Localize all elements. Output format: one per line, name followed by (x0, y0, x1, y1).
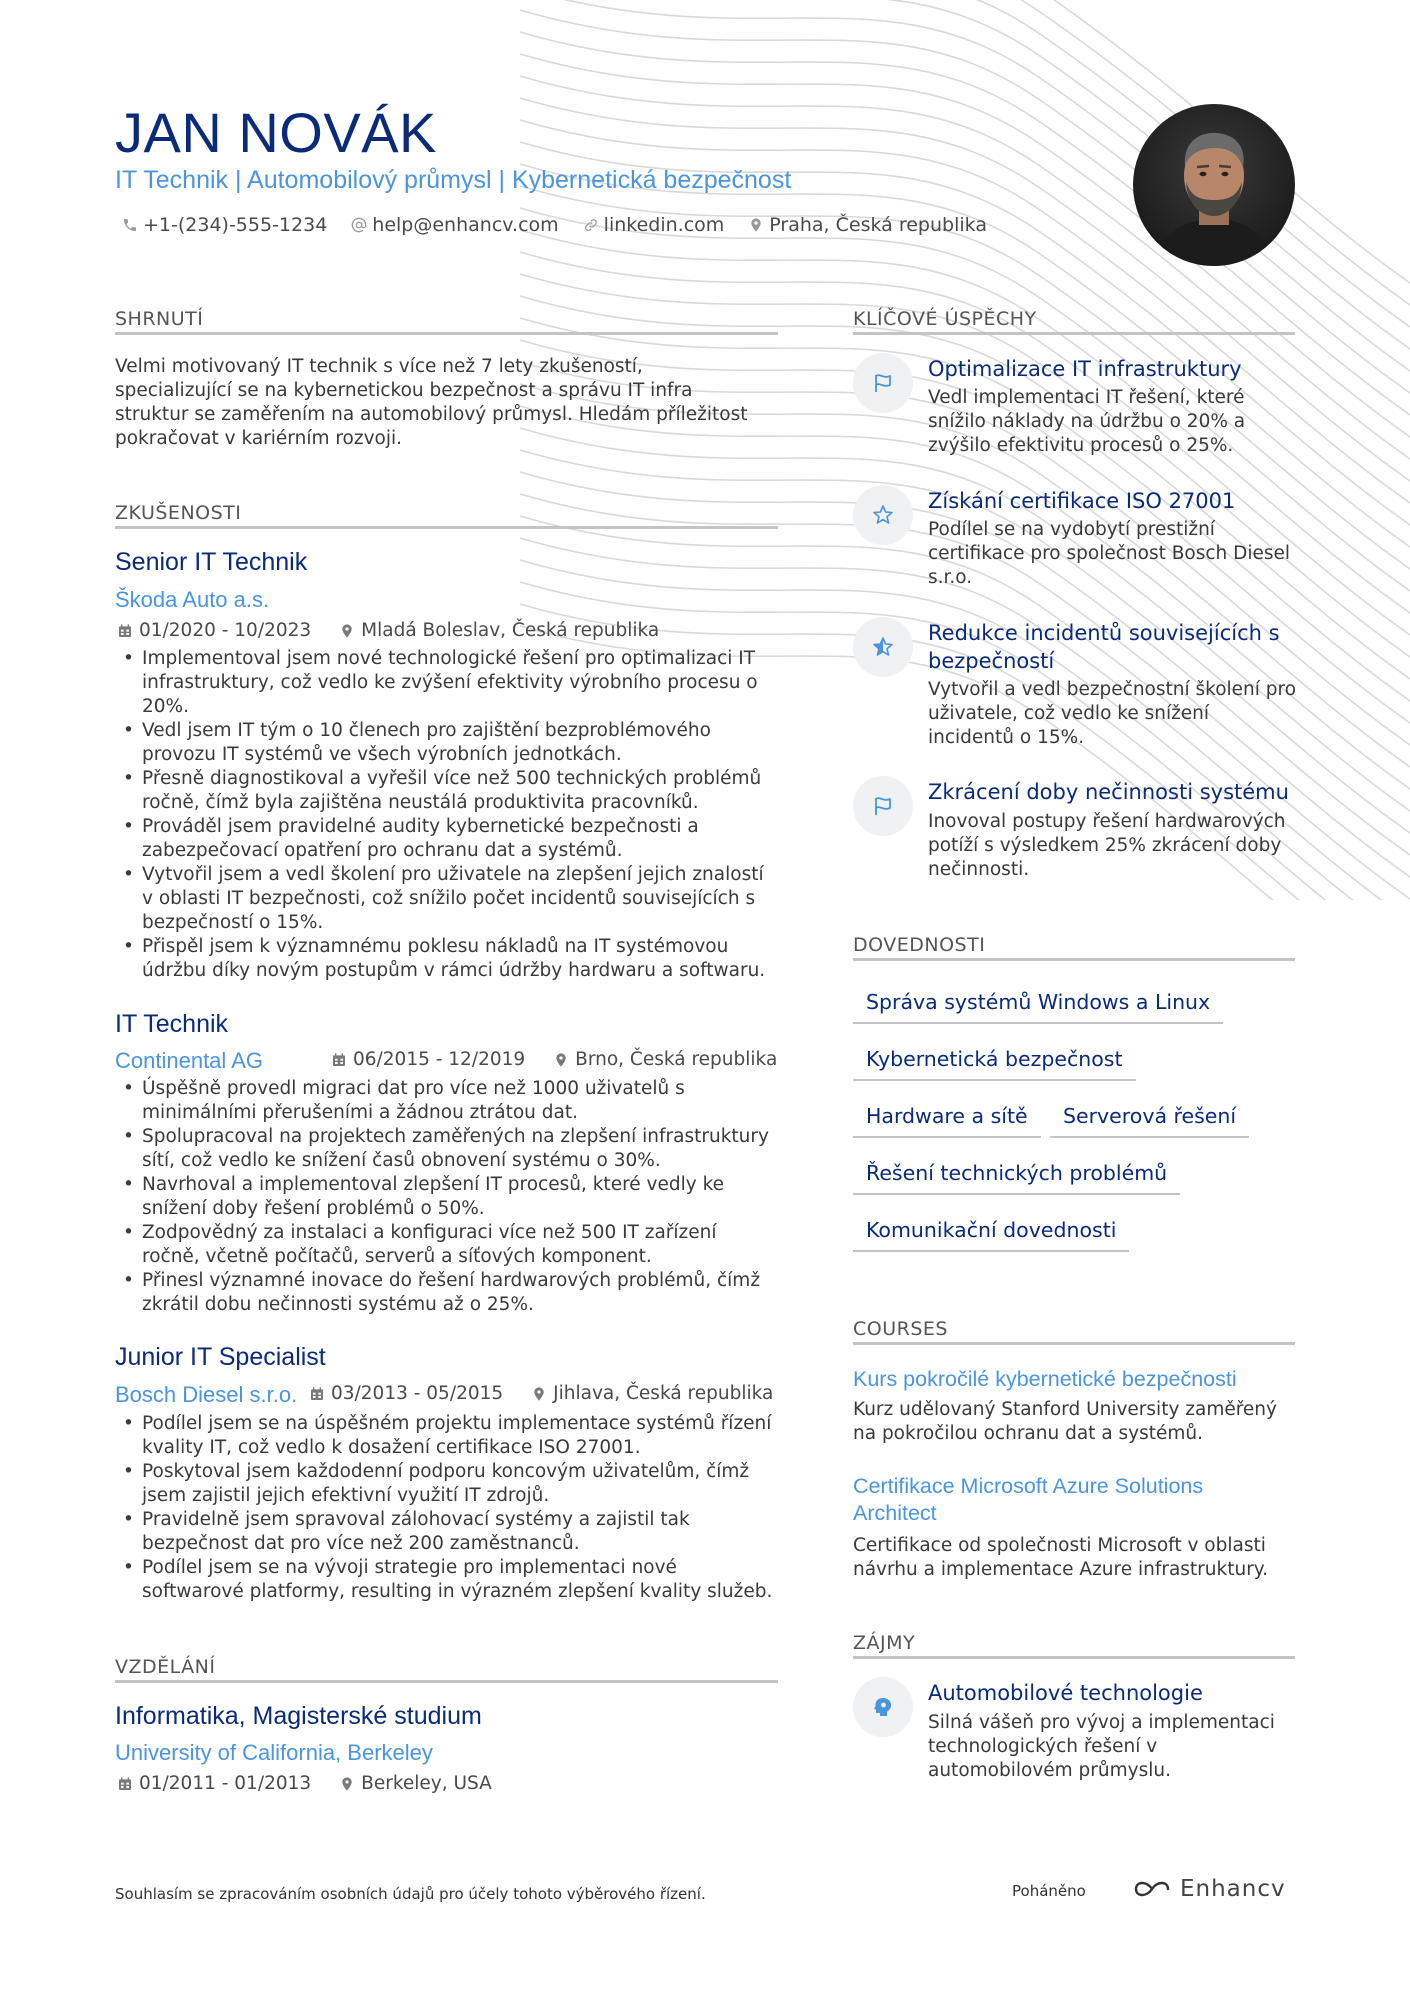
course-desc: Certifikace od společnosti Microsoft v oblasti návrhu a implementace Azure infrastruktury. (853, 1535, 1269, 1580)
footer-consent: Souhlasím se zpracováním osobních údajů pro účely tohoto výběrového řízení. (115, 1885, 706, 1903)
achievement-title: Zkrácení doby nečinnosti systému (928, 780, 1289, 804)
contact-phone-text: +1-(234)-555-1234 (143, 214, 328, 236)
job-bullet: • Prováděl jsem pravidelné audity kybernetické bezpečnosti a zabezpečovací opatření pro ochranu dat a systémů. (115, 815, 775, 863)
achievement-title: Získání certifikace ISO 27001 (928, 489, 1236, 513)
experience-divider (115, 526, 778, 529)
courses-section-title: COURSES (853, 1318, 948, 1340)
location-pin-icon (553, 1052, 569, 1068)
job-bullet: • Navrhoval a implementoval zlepšení IT procesů, které vedly ke snížení doby řešení problémů o 50%. (115, 1173, 775, 1221)
job-bullets (115, 1077, 775, 1317)
job-bullet: • Přispěl jsem k významnému poklesu nákladů na IT systémovou údržbu díky novým postupům v rámci údržby hardwaru a softwaru. (115, 935, 775, 983)
job-meta (331, 1049, 777, 1070)
course-desc: Kurz udělovaný Stanford University zaměřený na pokročilou ochranu dat a systémů. (853, 1399, 1277, 1444)
summary-text: Velmi motivovaný IT technik s více než 7 lety zkušeností, specializující se na kybernetickou bezpečnost a správu IT infra struktur se zaměřením na automobilový průmysl. Hledám příležitost pokračovat v kariérním rozvoji. (115, 356, 748, 449)
job-bullet: • Podílel jsem se na úspěšném projektu implementace systémů řízení kvality IT, což vedlo k dosažení certifikace ISO 27001. (115, 1412, 775, 1460)
achievement-icon-wrap (853, 776, 913, 836)
achievements-divider (853, 332, 1295, 335)
job-location: Jihlava, Česká republika (553, 1383, 774, 1404)
achievement-title: Optimalizace IT infrastruktury (928, 357, 1242, 381)
job-bullet: • Pravidelně jsem spravoval zálohovací systémy a zajistil tak bezpečnost dat pro více než 200 zaměstnanců. (115, 1508, 775, 1556)
calendar-icon (331, 1052, 347, 1068)
education-school: University of California, Berkeley (115, 1740, 433, 1765)
achievement-desc: Inovoval postupy řešení hardwarových potíží s výsledkem 25% zkrácení doby nečinnosti. (928, 811, 1286, 880)
skill-tag: Hardware a sítě (853, 1104, 1041, 1138)
flag-icon (871, 371, 895, 395)
skill-tag: Správa systémů Windows a Linux (853, 990, 1223, 1024)
contact-bar (122, 214, 1011, 236)
education-dates: 01/2011 - 01/2013 (139, 1773, 312, 1794)
skill-tag: Komunikační dovednosti (853, 1218, 1129, 1252)
profile-photo (1133, 104, 1295, 266)
job-location: Mladá Boleslav, Česká republika (361, 620, 660, 641)
course-title: Certifikace Microsoft Azure Solutions Architect (853, 1474, 1204, 1525)
contact-location-text: Praha, Česká republika (769, 214, 987, 236)
job-title: IT Technik (115, 1010, 229, 1038)
achievement-desc: Podílel se na vydobytí prestižní certifikace pro společnost Bosch Diesel s.r.o. (928, 519, 1291, 588)
location-pin-icon (531, 1386, 547, 1402)
summary-section-title: SHRNUTÍ (115, 308, 204, 330)
contact-location (748, 214, 987, 236)
job-bullet: • Implementoval jsem nové technologické řešení pro optimalizaci IT infrastruktury, což vedlo ke zvýšení efektivity výrobního procesu o 20%. (115, 647, 775, 719)
courses-divider (853, 1342, 1295, 1345)
contact-email-text: help@enhancv.com (372, 214, 559, 236)
job-dates: 01/2020 - 10/2023 (139, 620, 312, 641)
job-dates: 06/2015 - 12/2019 (353, 1049, 526, 1070)
job-meta (117, 620, 659, 641)
achievement-desc: Vytvořil a vedl bezpečnostní školení pro uživatele, což vedlo ke snížení incidentů o 15%. (928, 679, 1297, 748)
skill-tag: Serverová řešení (1050, 1104, 1249, 1138)
calendar-icon (309, 1386, 325, 1402)
interest-icon-wrap (853, 1677, 913, 1737)
star-icon (871, 503, 895, 527)
link-icon (583, 217, 599, 233)
course-title: Kurs pokročilé kybernetické bezpečnosti (853, 1367, 1237, 1391)
calendar-icon (117, 623, 133, 639)
experience-section-title: ZKUŠENOSTI (115, 502, 242, 524)
flag-icon (871, 794, 895, 818)
job-bullets (115, 1412, 775, 1604)
achievements-section-title: KLÍČOVÉ ÚSPĚCHY (853, 308, 1037, 330)
interests-section-title: ZÁJMY (853, 1632, 916, 1654)
location-pin-icon (339, 1776, 355, 1792)
achievement-icon-wrap (853, 353, 913, 413)
job-meta (309, 1383, 773, 1404)
job-dates: 03/2013 - 05/2015 (331, 1383, 504, 1404)
contact-email[interactable] (351, 214, 558, 236)
contact-link-text: linkedin.com (603, 214, 725, 236)
education-location: Berkeley, USA (361, 1773, 492, 1794)
summary-divider (115, 332, 778, 335)
job-location: Brno, Česká republika (575, 1049, 778, 1070)
candidate-name: JAN NOVÁK (115, 101, 437, 164)
job-bullet: • Přesně diagnostikoval a vyřešil více než 500 technických problémů ročně, čímž byla zajištěna neustálá produktivita pracovníků. (115, 767, 775, 815)
job-company: Škoda Auto a.s. (115, 587, 270, 612)
interest-title: Automobilové technologie (928, 1681, 1203, 1705)
skill-tag: Řešení technických problémů (853, 1161, 1180, 1195)
education-divider (115, 1680, 778, 1683)
job-title: Senior IT Technik (115, 548, 308, 576)
achievement-title: Redukce incidentů souvisejících s bezpečností (928, 621, 1280, 673)
job-bullet: • Podílel jsem se na vývoji strategie pro implementaci nové softwarové platformy, resulting in výrazném zlepšení kvality služeb. (115, 1556, 775, 1604)
job-bullets (115, 647, 775, 983)
job-bullet: • Úspěšně provedl migraci dat pro více než 1000 uživatelů s minimálními přerušeními a žádnou ztrátou dat. (115, 1077, 775, 1125)
job-company: Continental AG (115, 1048, 263, 1073)
infinity-logo-icon (1132, 1878, 1172, 1900)
skills-divider (853, 958, 1295, 961)
interest-desc: Silná vášeň pro vývoj a implementaci technologických řešení v automobilovém průmyslu. (928, 1712, 1275, 1781)
education-meta (117, 1773, 492, 1794)
interests-divider (853, 1656, 1295, 1659)
phone-icon (122, 217, 138, 233)
skill-tag: Kybernetická bezpečnost (853, 1047, 1136, 1081)
skills-section-title: DOVEDNOSTI (853, 934, 986, 956)
education-degree: Informatika, Magisterské studium (115, 1702, 482, 1730)
job-bullet: • Spolupracoval na projektech zaměřených na zlepšení infrastruktury sítí, což vedlo ke snížení časů obnovení systému o 30%. (115, 1125, 775, 1173)
job-bullet: • Zodpovědný za instalaci a konfiguraci více než 500 IT zařízení ročně, včetně počítačů, serverů a síťových komponent. (115, 1221, 775, 1269)
achievement-icon-wrap (853, 617, 913, 677)
job-company: Bosch Diesel s.r.o. (115, 1382, 298, 1407)
location-pin-icon (748, 217, 764, 233)
contact-phone[interactable] (122, 214, 327, 236)
job-bullet: • Přinesl významné inovace do řešení hardwarových problémů, čímž zkrátil dobu nečinnosti systému až o 25%. (115, 1269, 775, 1317)
job-bullet: • Vedl jsem IT tým o 10 členech pro zajištění bezproblémového provozu IT systémů ve všech výrobních jednotkách. (115, 719, 775, 767)
candidate-tagline: IT Technik | Automobilový průmysl | Kybernetická bezpečnost (115, 166, 792, 194)
achievement-desc: Vedl implementaci IT řešení, které snížilo náklady na údržbu o 20% a zvýšilo efektivitu procesů o 25%. (928, 387, 1246, 456)
job-title: Junior IT Specialist (115, 1343, 326, 1371)
education-section-title: VZDĚLÁNÍ (115, 1656, 216, 1678)
achievement-icon-wrap (853, 485, 913, 545)
job-bullet: • Poskytoval jsem každodenní podporu koncovým uživatelům, čímž jsem zajistil jejich efektivní využití IT zdrojů. (115, 1460, 775, 1508)
location-pin-icon (339, 623, 355, 639)
head-gear-icon (871, 1695, 895, 1719)
half-star-icon (871, 635, 895, 659)
footer-powered-by: Poháněno (1012, 1882, 1086, 1900)
enhancv-brand-text: Enhancv (1180, 1876, 1286, 1902)
contact-link[interactable] (583, 214, 725, 236)
job-bullet: • Vytvořil jsem a vedl školení pro uživatele na zlepšení jejich znalostí v oblasti IT bezpečnosti, což snížilo počet incidentů souvisejících s bezpečností o 15%. (115, 863, 775, 935)
at-icon (351, 217, 367, 233)
calendar-icon (117, 1776, 133, 1792)
enhancv-logo[interactable] (1132, 1876, 1286, 1902)
